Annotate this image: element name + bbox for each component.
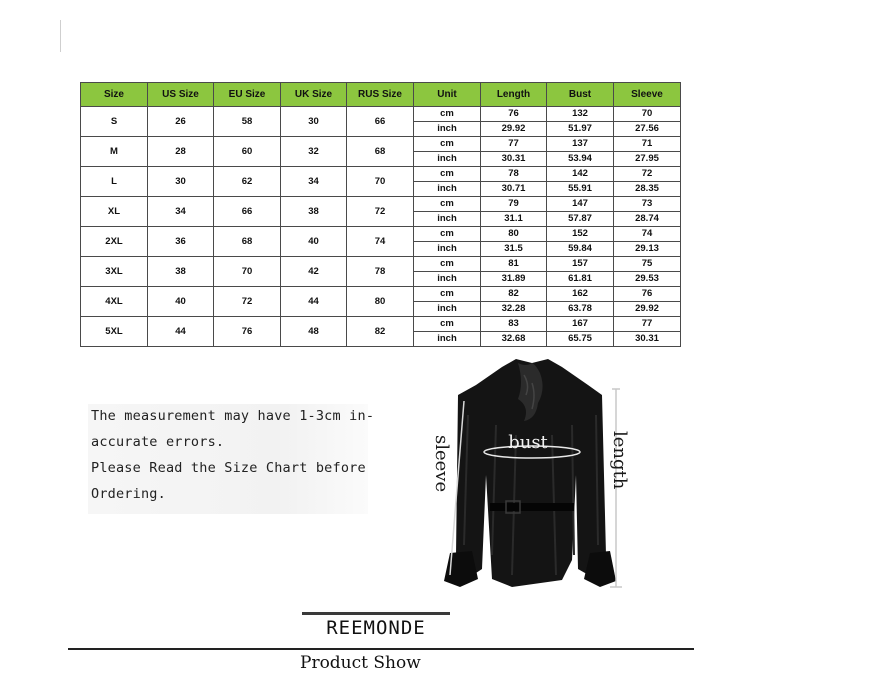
cell-sleeve: 70 bbox=[614, 107, 681, 122]
cell-length: 32.68 bbox=[481, 332, 547, 347]
cell-unit: inch bbox=[414, 302, 481, 317]
cell-uk-size: 48 bbox=[281, 317, 347, 347]
brand-name: REEMONDE bbox=[326, 617, 426, 639]
cell-bust: 142 bbox=[547, 167, 614, 182]
cell-eu-size: 76 bbox=[214, 317, 281, 347]
cell-length: 30.71 bbox=[481, 182, 547, 197]
edge-mark bbox=[60, 20, 61, 52]
cell-unit: cm bbox=[414, 197, 481, 212]
cell-unit: inch bbox=[414, 152, 481, 167]
cell-bust: 157 bbox=[547, 257, 614, 272]
cell-sleeve: 75 bbox=[614, 257, 681, 272]
cell-unit: inch bbox=[414, 272, 481, 287]
table-row bbox=[81, 317, 681, 332]
cell-length: 77 bbox=[481, 137, 547, 152]
cell-unit: inch bbox=[414, 242, 481, 257]
cell-us-size: 34 bbox=[148, 197, 214, 227]
cell-bust: 59.84 bbox=[547, 242, 614, 257]
cell-length: 83 bbox=[481, 317, 547, 332]
cell-unit: cm bbox=[414, 317, 481, 332]
cell-us-size: 44 bbox=[148, 317, 214, 347]
cell-unit: inch bbox=[414, 332, 481, 347]
cell-sleeve: 76 bbox=[614, 287, 681, 302]
cell-sleeve: 27.95 bbox=[614, 152, 681, 167]
belt bbox=[490, 503, 574, 511]
header-cell-unit: Unit bbox=[414, 83, 481, 107]
cell-eu-size: 68 bbox=[214, 227, 281, 257]
cell-size: 3XL bbox=[81, 257, 148, 287]
note-line: The measurement may have 1-3cm in- bbox=[91, 408, 375, 424]
next-section-title bbox=[300, 653, 460, 673]
cell-bust: 57.87 bbox=[547, 212, 614, 227]
note-line: Ordering. bbox=[91, 486, 166, 502]
cell-unit: cm bbox=[414, 257, 481, 272]
table-row bbox=[81, 107, 681, 122]
length-label: length bbox=[609, 431, 630, 490]
size-chart-body bbox=[81, 107, 681, 347]
cell-us-size: 26 bbox=[148, 107, 214, 137]
cell-eu-size: 60 bbox=[214, 137, 281, 167]
cell-us-size: 38 bbox=[148, 257, 214, 287]
cell-sleeve: 29.13 bbox=[614, 242, 681, 257]
cell-rus-size: 68 bbox=[347, 137, 414, 167]
cell-sleeve: 73 bbox=[614, 197, 681, 212]
cell-rus-size: 80 bbox=[347, 287, 414, 317]
section-divider bbox=[68, 648, 694, 650]
header-cell-rus: RUS Size bbox=[347, 83, 414, 107]
table-row bbox=[81, 137, 681, 152]
cell-sleeve: 28.74 bbox=[614, 212, 681, 227]
cell-sleeve: 27.56 bbox=[614, 122, 681, 137]
cell-size: 4XL bbox=[81, 287, 148, 317]
cell-rus-size: 70 bbox=[347, 167, 414, 197]
cell-size: 5XL bbox=[81, 317, 148, 347]
cell-sleeve: 74 bbox=[614, 227, 681, 242]
cell-length: 76 bbox=[481, 107, 547, 122]
cell-unit: cm bbox=[414, 287, 481, 302]
cell-uk-size: 42 bbox=[281, 257, 347, 287]
cell-eu-size: 72 bbox=[214, 287, 281, 317]
cell-eu-size: 70 bbox=[214, 257, 281, 287]
cell-uk-size: 30 bbox=[281, 107, 347, 137]
cell-uk-size: 44 bbox=[281, 287, 347, 317]
cell-bust: 51.97 bbox=[547, 122, 614, 137]
header-cell-uk: UK Size bbox=[281, 83, 347, 107]
cell-uk-size: 32 bbox=[281, 137, 347, 167]
cell-unit: inch bbox=[414, 122, 481, 137]
cell-sleeve: 71 bbox=[614, 137, 681, 152]
cell-length: 78 bbox=[481, 167, 547, 182]
cell-sleeve: 29.53 bbox=[614, 272, 681, 287]
cell-eu-size: 58 bbox=[214, 107, 281, 137]
cell-unit: cm bbox=[414, 137, 481, 152]
table-row bbox=[81, 287, 681, 302]
cell-length: 82 bbox=[481, 287, 547, 302]
cell-us-size: 40 bbox=[148, 287, 214, 317]
size-chart-table bbox=[80, 82, 681, 347]
header-cell-length: Length bbox=[481, 83, 547, 107]
cell-us-size: 36 bbox=[148, 227, 214, 257]
cell-unit: inch bbox=[414, 182, 481, 197]
cell-us-size: 30 bbox=[148, 167, 214, 197]
cell-bust: 162 bbox=[547, 287, 614, 302]
cell-uk-size: 34 bbox=[281, 167, 347, 197]
note-line: Please Read the Size Chart before bbox=[91, 460, 366, 476]
cell-length: 31.5 bbox=[481, 242, 547, 257]
cell-size: M bbox=[81, 137, 148, 167]
cell-eu-size: 66 bbox=[214, 197, 281, 227]
header-cell-eu: EU Size bbox=[214, 83, 281, 107]
shirt-measurement-figure bbox=[420, 355, 645, 595]
cell-size: S bbox=[81, 107, 148, 137]
cell-bust: 53.94 bbox=[547, 152, 614, 167]
cell-bust: 147 bbox=[547, 197, 614, 212]
cell-unit: inch bbox=[414, 212, 481, 227]
note-line: accurate errors. bbox=[91, 434, 225, 450]
table-row bbox=[81, 227, 681, 242]
cell-sleeve: 29.92 bbox=[614, 302, 681, 317]
header-cell-sleeve: Sleeve bbox=[614, 83, 681, 107]
cell-sleeve: 30.31 bbox=[614, 332, 681, 347]
cell-sleeve: 72 bbox=[614, 167, 681, 182]
cell-rus-size: 66 bbox=[347, 107, 414, 137]
cell-size: L bbox=[81, 167, 148, 197]
cell-bust: 55.91 bbox=[547, 182, 614, 197]
cell-bust: 61.81 bbox=[547, 272, 614, 287]
table-row bbox=[81, 257, 681, 272]
cell-size: XL bbox=[81, 197, 148, 227]
cell-length: 30.31 bbox=[481, 152, 547, 167]
left-cuff bbox=[444, 551, 478, 587]
cell-length: 32.28 bbox=[481, 302, 547, 317]
cell-bust: 132 bbox=[547, 107, 614, 122]
bust-label: bust bbox=[508, 432, 548, 453]
cell-length: 80 bbox=[481, 227, 547, 242]
cell-rus-size: 82 bbox=[347, 317, 414, 347]
cell-length: 29.92 bbox=[481, 122, 547, 137]
cell-length: 31.89 bbox=[481, 272, 547, 287]
cell-rus-size: 78 bbox=[347, 257, 414, 287]
table-row bbox=[81, 197, 681, 212]
sleeve-label: sleeve bbox=[431, 435, 452, 493]
cell-unit: cm bbox=[414, 107, 481, 122]
cell-size: 2XL bbox=[81, 227, 148, 257]
cell-bust: 63.78 bbox=[547, 302, 614, 317]
cell-length: 31.1 bbox=[481, 212, 547, 227]
cell-bust: 137 bbox=[547, 137, 614, 152]
header-cell-us: US Size bbox=[148, 83, 214, 107]
cell-unit: cm bbox=[414, 167, 481, 182]
cell-uk-size: 40 bbox=[281, 227, 347, 257]
cell-length: 81 bbox=[481, 257, 547, 272]
cell-uk-size: 38 bbox=[281, 197, 347, 227]
cell-eu-size: 62 bbox=[214, 167, 281, 197]
cell-rus-size: 74 bbox=[347, 227, 414, 257]
cell-sleeve: 77 bbox=[614, 317, 681, 332]
table-row bbox=[81, 167, 681, 182]
measurement-note bbox=[88, 404, 375, 514]
header-cell-size: Size bbox=[81, 83, 148, 107]
cell-us-size: 28 bbox=[148, 137, 214, 167]
cell-bust: 152 bbox=[547, 227, 614, 242]
cell-unit: cm bbox=[414, 227, 481, 242]
cell-rus-size: 72 bbox=[347, 197, 414, 227]
next-section-title-text: Product Show bbox=[300, 653, 421, 673]
cell-bust: 65.75 bbox=[547, 332, 614, 347]
size-chart-header-row bbox=[81, 83, 681, 107]
cell-bust: 167 bbox=[547, 317, 614, 332]
cell-sleeve: 28.35 bbox=[614, 182, 681, 197]
header-cell-bust: Bust bbox=[547, 83, 614, 107]
brand-top-bar bbox=[302, 612, 450, 615]
cell-length: 79 bbox=[481, 197, 547, 212]
